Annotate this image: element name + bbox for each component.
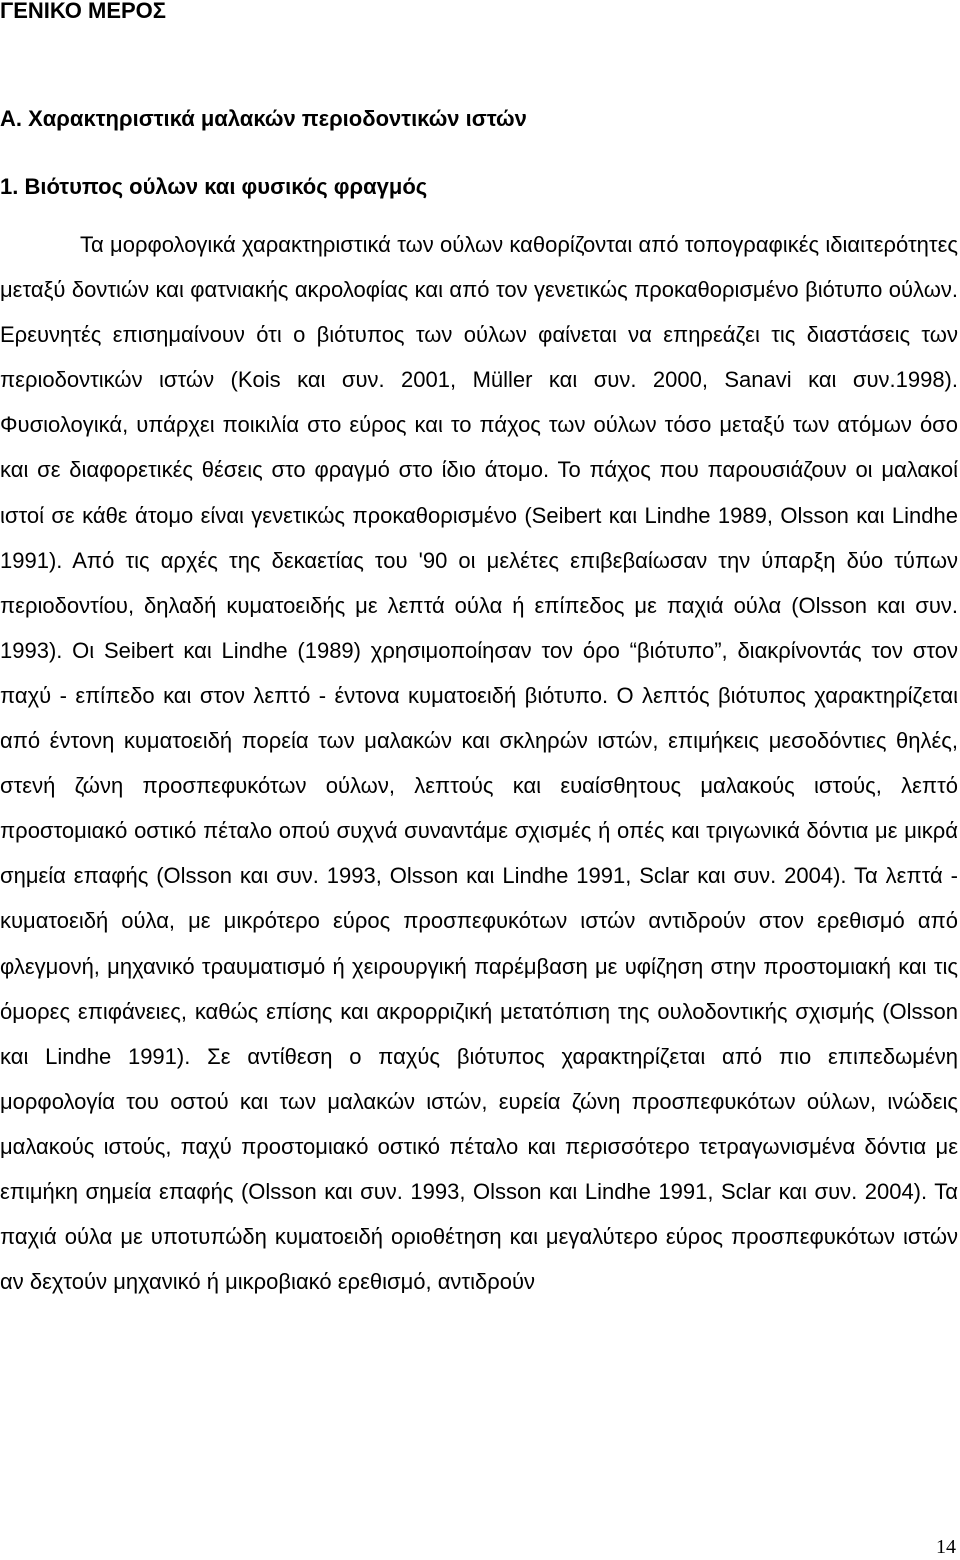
page-number: 14 — [936, 1536, 956, 1558]
body-paragraph: Τα μορφολογικά χαρακτηριστικά των ούλων καθορίζονται από τοπογραφικές ιδιαιτερότητες μεταξύ δοντιών και φατνιακής ακρολοφίας και από τον γενετικώς προκαθορισμένο βιότυπο ούλων. Ερευνητές επισημαίνουν ότι ο βιότυπος των ούλων φαίνεται να επηρεάζει τις διαστάσεις των περιοδοντικών ιστών (Kois και συν. 2001, Müller και συν. 2000, Sanavi και συν.1998). Φυσιολογικά, υπάρχει ποικιλία στο εύρος και το πάχος των ούλων τόσο μεταξύ των ατόμων όσο και σε διαφορετικές θέσεις στο φραγμό στο ίδιο άτομο. Το πάχος που παρουσιάζουν οι μαλακοί ιστοί σε κάθε άτομο είναι γενετικώς προκαθορισμένο (Seibert και Lindhe 1989, Olsson και Lindhe 1991). Από τις αρχές της δεκαετίας του '90 οι μελέτες επιβεβαίωσαν την ύπαρξη δύο τύπων περιοδοντίου, δηλαδή κυματοειδής με λεπτά ούλα ή επίπεδος με παχιά ούλα (Olsson και συν. 1993). Οι Seibert και Lindhe (1989) χρησιμοποίησαν τον όρο “βιότυπο”, διακρίνοντάς τον στον παχύ - επίπεδο και στον λεπτό - έντονα κυματοειδή βιότυπο. Ο λεπτός βιότυπος χαρακτηρίζεται από έντονη κυματοειδή πορεία των μαλακών και σκληρών ιστών, επιμήκεις μεσοδόντιες θηλές, στενή ζώνη προσπεφυκότων ούλων, λεπτούς και ευαίσθητους μαλακούς ιστούς, λεπτό προστομιακό οστικό πέταλο οπού συχνά συναντάμε σχισμές ή οπές και τριγωνικά δόντια με μικρά σημεία επαφής (Olsson και συν. 1993, Olsson και Lindhe 1991, Sclar και συν. 2004). Τα λεπτά - κυματοειδή ούλα, με μικρότερο εύρος προσπεφυκότων ιστών αντιδρούν στον ερεθισμό από φλεγμονή, μηχανικό τραυματισμό ή χειρουργική παρέμβαση με υφίζηση στην προστομιακή και τις όμορες επιφάνειες, καθώς επίσης και ακρορριζική μετατόπιση της ουλοδοντικής σχισμής (Olsson και Lindhe 1991). Σε αντίθεση ο παχύς βιότυπος χαρακτηρίζεται από πιο επιπεδωμένη μορφολογία του οστού και των μαλακών ιστών, ευρεία ζώνη προσπεφυκότων ούλων, ινώδεις μαλακούς ιστούς, παχύ προστομιακό οστικό πέταλο και περισσότερο τετραγωνισμένα δόντια με επιμήκη σημεία επαφής (Olsson και συν. 1993, Olsson και Lindhe 1991, Sclar και συν. 2004). Τα παχιά ούλα με υποτυπώδη κυματοειδή οριοθέτηση και μεγαλύτερο εύρος προσπεφυκότων ιστών αν δεχτούν μηχανικό ή μικροβιακό ερεθισμό, αντιδρούν — [0, 232, 958, 1295]
subsection-title: Α. Χαρακτηριστικά μαλακών περιοδοντικών ιστών — [0, 106, 527, 131]
subsubsection-title: 1. Βιότυπος ούλων και φυσικός φραγμός — [0, 174, 428, 199]
section-title: ΓΕΝΙΚΟ ΜΕΡΟΣ — [0, 0, 166, 23]
